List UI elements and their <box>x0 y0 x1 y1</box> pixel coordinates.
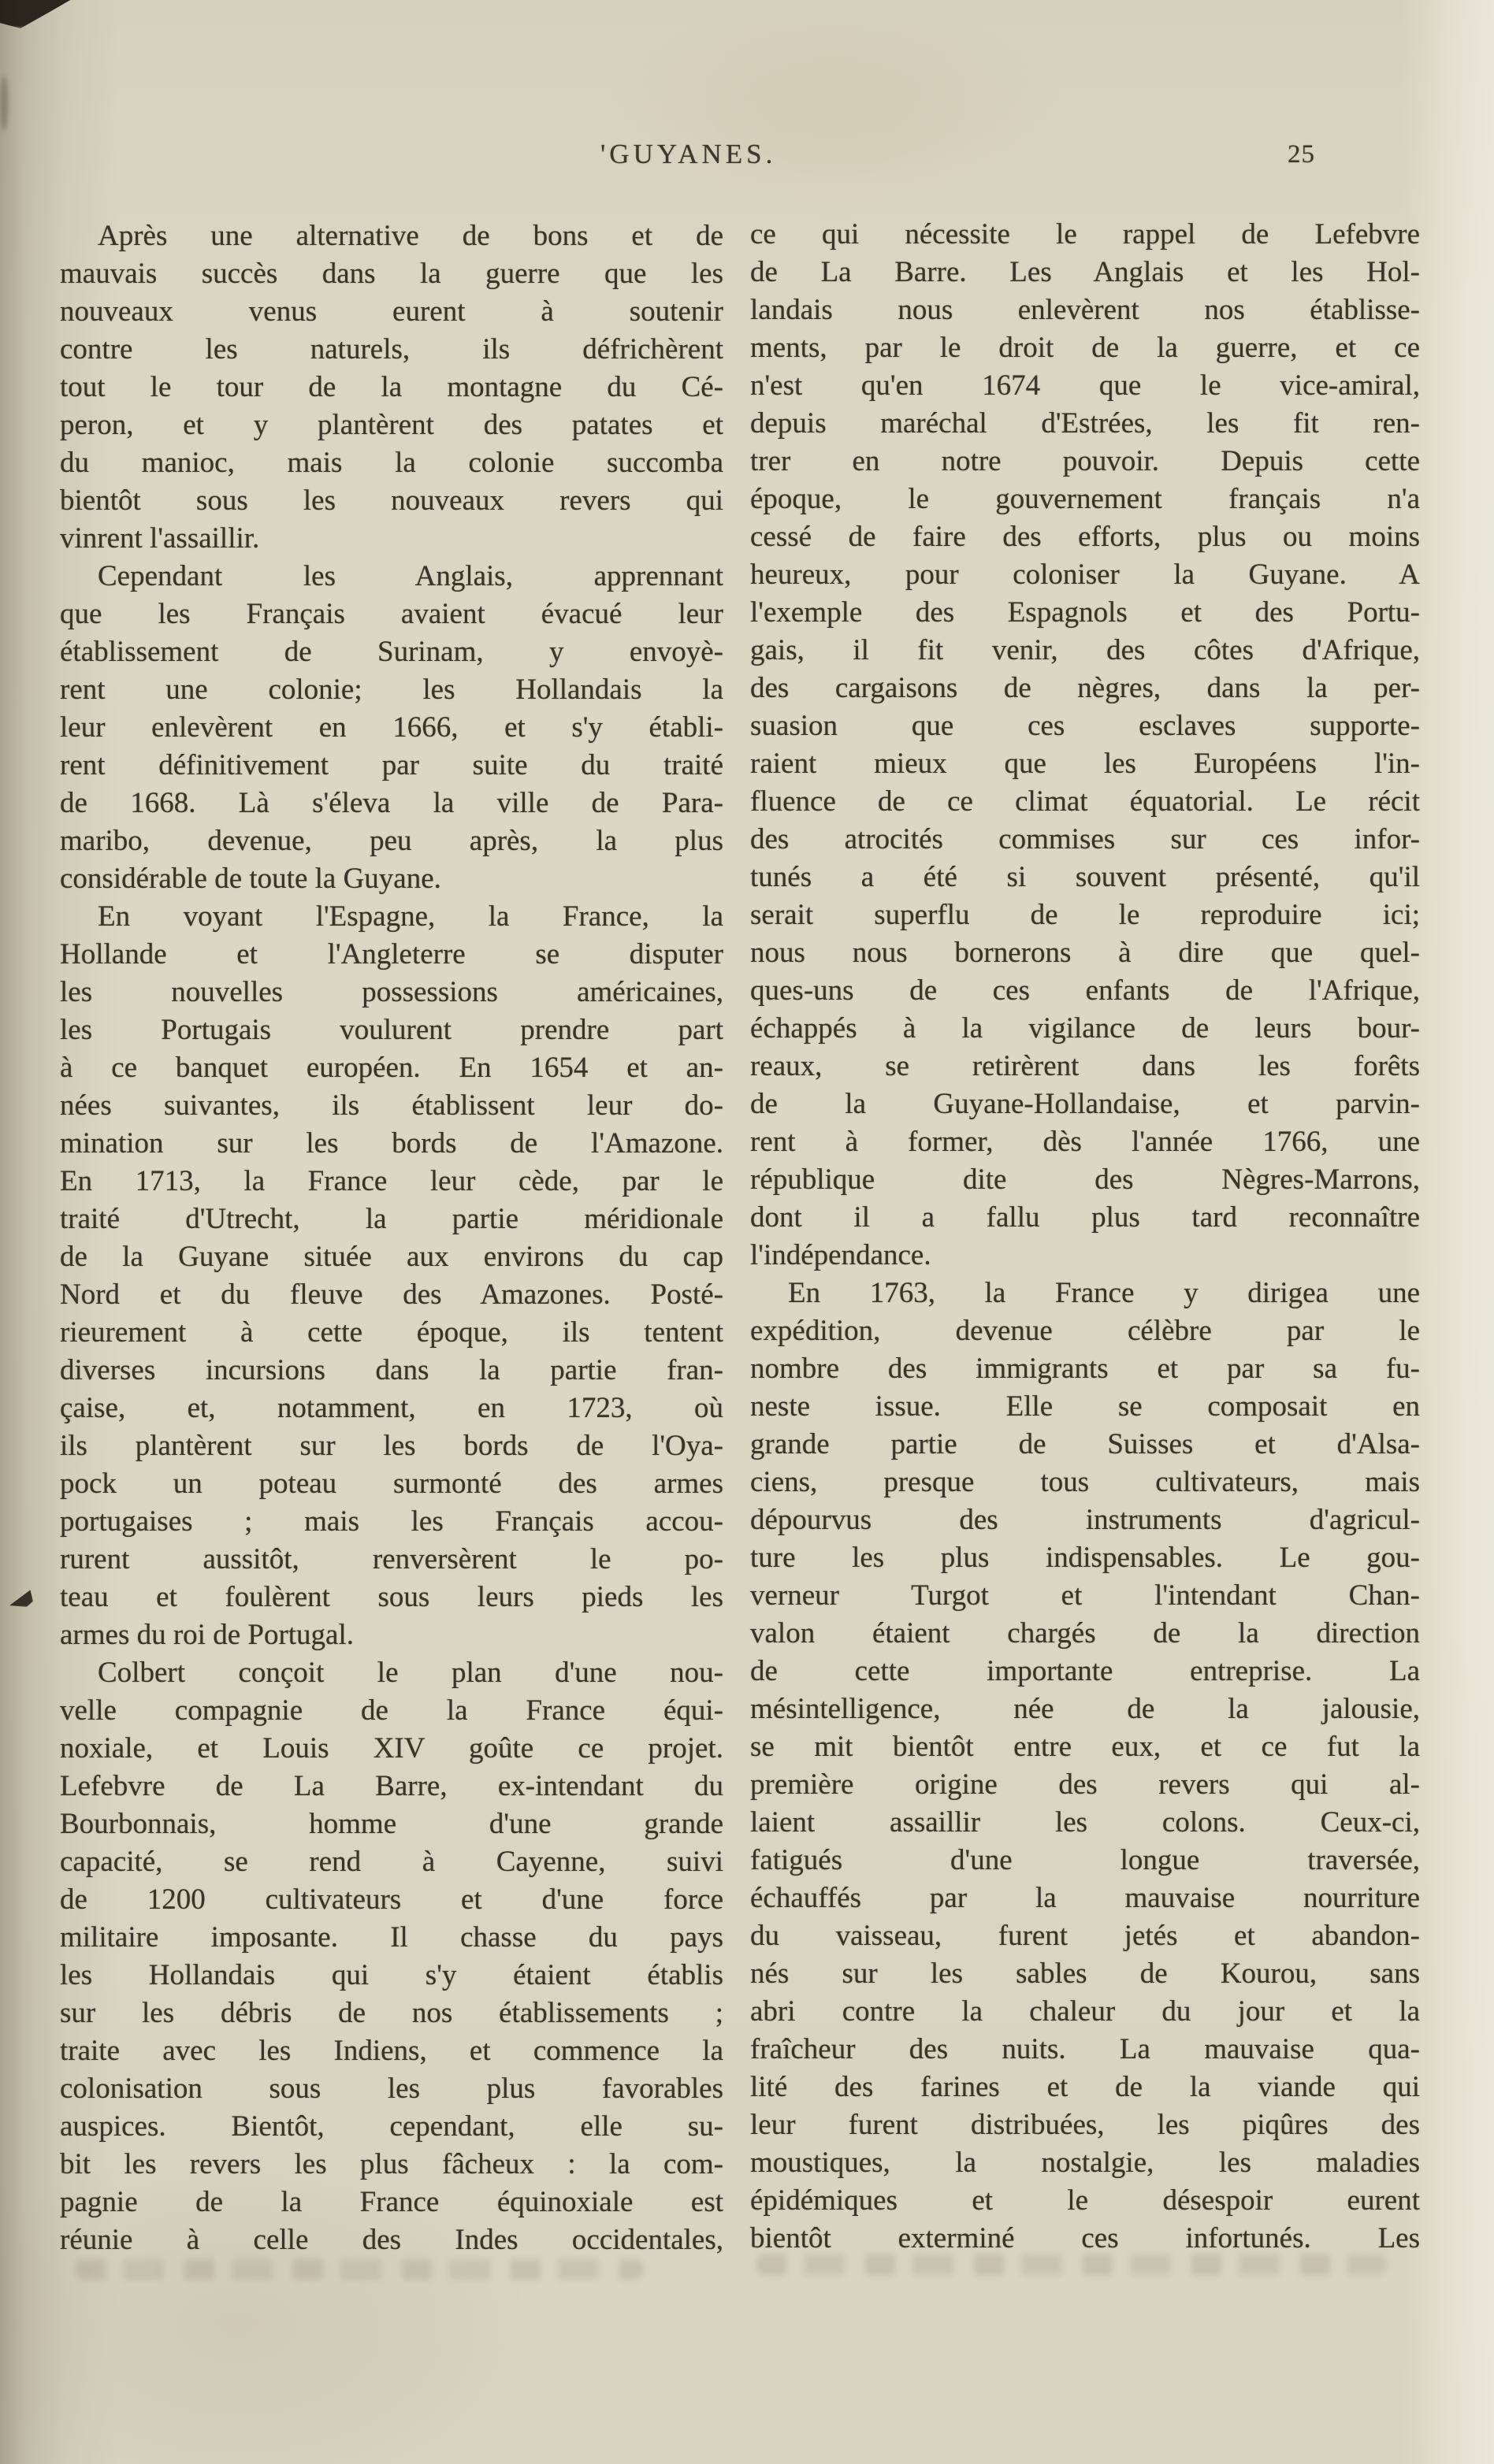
page-header <box>0 0 1494 189</box>
text-line: fatigués d'une longue traversée, <box>750 1844 1420 1876</box>
text-line: velle compagnie de la France équi- <box>60 1694 723 1727</box>
text-line: Nord et du fleuve des Amazones. Posté- <box>60 1278 723 1311</box>
text-line: de 1668. Là s'éleva la ville de Para- <box>60 787 723 819</box>
text-line: teau et foulèrent sous leurs pieds les <box>60 1581 723 1613</box>
margin-ink-blot <box>9 1588 33 1607</box>
text-line: nous nous bornerons à dire que quel- <box>750 937 1420 969</box>
text-line: que les Français avaient évacué leur <box>60 598 723 630</box>
text-line: de la Guyane située aux environs du cap <box>60 1241 723 1273</box>
text-line: diverses incursions dans la partie fran- <box>60 1354 723 1386</box>
text-line: dont il a fallu plus tard reconnaître <box>750 1201 1420 1234</box>
text-line: Après une alternative de bons et de <box>98 220 723 252</box>
text-line: suasion que ces esclaves supporte- <box>750 710 1420 742</box>
text-line: capacité, se rend à Cayenne, suivi <box>60 1846 723 1878</box>
text-line: dépourvus des instruments d'agricul- <box>750 1504 1420 1536</box>
page-number: 25 <box>1288 140 1315 169</box>
text-line: nombre des immigrants et par sa fu- <box>750 1353 1420 1385</box>
text-line: l'indépendance. <box>750 1239 931 1271</box>
text-line: trer en notre pouvoir. Depuis cette <box>750 445 1420 477</box>
text-line: tout le tour de la montagne du Cé- <box>60 371 723 403</box>
text-line: abri contre la chaleur du jour et la <box>750 1995 1420 2028</box>
text-line: vinrent l'assaillir. <box>60 522 260 555</box>
text-line: verneur Turgot et l'intendant Chan- <box>750 1579 1420 1612</box>
text-line: bit les revers les plus fâcheux : la com- <box>60 2148 723 2180</box>
text-line: neste issue. Elle se composait en <box>750 1390 1420 1423</box>
text-line: les Hollandais qui s'y étaient établis <box>60 1959 723 1991</box>
text-line: ments, par le droit de la guerre, et ce <box>750 332 1420 364</box>
text-line: lité des farines et de la viande qui <box>750 2071 1420 2103</box>
text-line: valon étaient chargés de la direction <box>750 1617 1420 1649</box>
text-line: république dite des Nègres-Marrons, <box>750 1163 1420 1196</box>
text-line: Lefebvre de La Barre, ex-intendant du <box>60 1770 723 1802</box>
text-line: En voyant l'Espagne, la France, la <box>98 900 723 933</box>
text-line: nés sur les sables de Kourou, sans <box>750 1957 1420 1990</box>
text-line: Hollande et l'Angleterre se disputer <box>60 938 723 970</box>
text-line: armes du roi de Portugal. <box>60 1619 354 1651</box>
text-line: l'exemple des Espagnols et des Portu- <box>750 596 1420 629</box>
text-line: échappés à la vigilance de leurs bour- <box>750 1012 1420 1045</box>
text-line: gais, il fit venir, des côtes d'Afrique, <box>750 634 1420 666</box>
text-line: rent définitivement par suite du traité <box>60 749 723 781</box>
left-text-column <box>60 217 723 2259</box>
text-line: ture les plus indispensables. Le gou- <box>750 1542 1420 1574</box>
running-head-title: 'GUYANES. <box>600 139 777 169</box>
text-line: traité d'Utrecht, la partie méridionale <box>60 1203 723 1235</box>
text-line: traite avec les Indiens, et commence la <box>60 2035 723 2067</box>
text-line: établissement de Surinam, y envoyè- <box>60 636 723 668</box>
text-line: de la Guyane-Hollandaise, et parvin- <box>750 1088 1420 1120</box>
text-line: bientôt exterminé ces infortunés. Les <box>750 2222 1420 2254</box>
text-line: rent une colonie; les Hollandais la <box>60 674 723 706</box>
text-line: mauvais succès dans la guerre que les <box>60 258 723 290</box>
text-line: fluence de ce climat équatorial. Le récit <box>750 785 1420 818</box>
text-line: nées suivantes, ils établissent leur do- <box>60 1089 723 1122</box>
text-line: çaise, et, notamment, en 1723, où <box>60 1392 723 1424</box>
text-line: raient mieux que les Européens l'in- <box>750 748 1420 780</box>
text-line: de La Barre. Les Anglais et les Hol- <box>750 256 1420 288</box>
text-line: fraîcheur des nuits. La mauvaise qua- <box>750 2033 1420 2065</box>
text-line: à ce banquet européen. En 1654 et an- <box>60 1052 723 1084</box>
text-line: considérable de toute la Guyane. <box>60 863 441 895</box>
text-line: pock un poteau surmonté des armes <box>60 1468 723 1500</box>
text-line: ciens, presque tous cultivateurs, mais <box>750 1466 1420 1498</box>
text-line: de cette importante entreprise. La <box>750 1655 1420 1687</box>
text-line: depuis maréchal d'Estrées, les fit ren- <box>750 407 1420 440</box>
text-line: Colbert conçoit le plan d'une nou- <box>98 1657 723 1689</box>
text-line: maribo, devenue, peu après, la plus <box>60 825 723 857</box>
text-line: sur les débris de nos établissements ; <box>60 1997 723 2029</box>
text-line: laient assaillir les colons. Ceux-ci, <box>750 1806 1420 1839</box>
text-line: nouveaux venus eurent à soutenir <box>60 295 723 328</box>
text-line: expédition, devenue célèbre par le <box>750 1315 1420 1347</box>
text-line: de 1200 cultivateurs et d'une force <box>60 1883 723 1916</box>
text-line: époque, le gouvernement français n'a <box>750 483 1420 515</box>
text-line: colonisation sous les plus favorables <box>60 2073 723 2105</box>
text-line: pagnie de la France équinoxiale est <box>60 2186 723 2218</box>
text-line: portugaises ; mais les Français accou- <box>60 1505 723 1538</box>
text-line: landais nous enlevèrent nos établisse- <box>750 294 1420 326</box>
text-line: contre les naturels, ils défrichèrent <box>60 333 723 366</box>
show-through-left <box>76 2259 643 2280</box>
text-line: du vaisseau, furent jetés et abandon- <box>750 1920 1420 1952</box>
text-line: se mit bientôt entre eux, et ce fut la <box>750 1731 1420 1763</box>
text-line: heureux, pour coloniser la Guyane. A <box>750 558 1420 591</box>
text-line: peron, et y plantèrent des patates et <box>60 409 723 441</box>
right-text-column <box>750 216 1420 2258</box>
text-line: épidémiques et le désespoir eurent <box>750 2184 1420 2217</box>
text-line: Cependant les Anglais, apprennant <box>98 560 723 592</box>
text-line: auspices. Bientôt, cependant, elle su- <box>60 2110 723 2143</box>
text-line: des atrocités commises sur ces infor- <box>750 823 1420 855</box>
text-line: mésintelligence, née de la jalousie, <box>750 1693 1420 1725</box>
text-line: première origine des revers qui al- <box>750 1768 1420 1801</box>
text-line: rurent aussitôt, renversèrent le po- <box>60 1543 723 1575</box>
text-line: n'est qu'en 1674 que le vice-amiral, <box>750 369 1420 402</box>
text-line: réunie à celle des Indes occidentales, <box>60 2224 723 2256</box>
text-line: ils plantèrent sur les bords de l'Oya- <box>60 1430 723 1462</box>
text-line: militaire imposante. Il chasse du pays <box>60 1921 723 1954</box>
text-line: du manioc, mais la colonie succomba <box>60 447 723 479</box>
text-line: En 1713, la France leur cède, par le <box>60 1165 723 1197</box>
text-line: ce qui nécessite le rappel de Lefebvre <box>750 218 1420 250</box>
text-line: serait superflu de le reproduire ici; <box>750 899 1420 931</box>
text-line: tunés a été si souvent présenté, qu'il <box>750 861 1420 893</box>
text-line: rieurement à cette époque, ils tentent <box>60 1316 723 1349</box>
text-line: Bourbonnais, homme d'une grande <box>60 1808 723 1840</box>
text-line: grande partie de Suisses et d'Alsa- <box>750 1428 1420 1460</box>
text-line: moustiques, la nostalgie, les maladies <box>750 2147 1420 2179</box>
text-line: rent à former, dès l'année 1766, une <box>750 1126 1420 1158</box>
text-line: ques-uns de ces enfants de l'Afrique, <box>750 974 1420 1007</box>
text-line: les Portugais voulurent prendre part <box>60 1014 723 1046</box>
text-line: des cargaisons de nègres, dans la per- <box>750 672 1420 704</box>
text-line: cessé de faire des efforts, plus ou moins <box>750 521 1420 553</box>
text-line: échauffés par la mauvaise nourriture <box>750 1882 1420 1914</box>
text-line: les nouvelles possessions américaines, <box>60 976 723 1008</box>
text-line: bientôt sous les nouveaux revers qui <box>60 484 723 517</box>
text-line: En 1763, la France y dirigea une <box>788 1277 1420 1309</box>
text-line: mination sur les bords de l'Amazone. <box>60 1127 723 1160</box>
text-line: leur enlevèrent en 1666, et s'y établi- <box>60 711 723 744</box>
text-line: reaux, se retirèrent dans les forêts <box>750 1050 1420 1082</box>
text-line: noxiale, et Louis XIV goûte ce projet. <box>60 1732 723 1765</box>
show-through-right <box>756 2254 1387 2275</box>
text-line: leur furent distribuées, les piqûres des <box>750 2109 1420 2141</box>
